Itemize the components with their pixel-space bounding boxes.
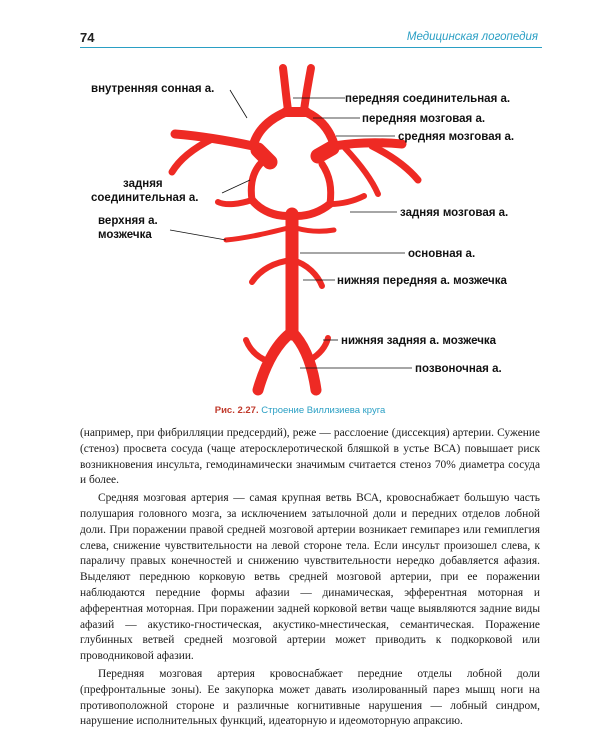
- running-head: Медицинская логопедия: [406, 31, 538, 43]
- body-text: [80, 426, 540, 730]
- label-superior-cerebellar-2: мозжечка: [98, 229, 152, 241]
- left-pca-branch: [218, 200, 252, 204]
- left-superior-cerebellar-artery: [226, 228, 288, 240]
- left-posterior-inferior-cerebellar-artery: [246, 340, 270, 362]
- left-aca-a1: [253, 112, 286, 146]
- paragraph-1: (например, при фибрилляции предсердий), реже — расслоение (диссекция) артерии. Сужение (стеноз) просвета сосуда (чаще атеросклеротической бляшкой в устье ВСА) повышает риск возникновения инсульта, гемодинамически значимым считается стеноз 70% диаметра сосуда и более.: [80, 427, 540, 487]
- paragraph-2: Средняя мозговая артерия — самая крупная ветвь ВСА, кровоснабжает большую часть полушария головного мозга, за исключением затылочной доли и передних отделов лобной доли. При поражении правой средней мозговой артерии возникает гемипарез или гемиплегия слева, снижение чувствительности на левой стороне тела. Если инсульт произошел слева, к параличу правых конечностей и снижению чувствительности нередко добавляется афазия. Выделяют переднюю корковую ветвь средней мозговой артерии, при ее поражении наблюдаются передние формы афазии — динамическая, эфферентная моторная и афферентная моторная. При поражении задней корковой ветви чаще выявляются задние виды афазий — акустико-гностическая, акустико-мнестическая, семантическая. Поражение глубинных ветвей средней мозговой артерии может приводить к подкорковой или проводниковой афазии.: [80, 492, 540, 663]
- label-internal-carotid: внутренняя сонная а.: [91, 83, 215, 95]
- label-posterior-communicating-1: задняя: [123, 178, 163, 190]
- left-posterior-cerebral-artery: [252, 200, 287, 216]
- figure-caption: [0, 405, 600, 416]
- right-superior-cerebellar-artery: [296, 228, 334, 231]
- right-anterior-cerebral-artery: [304, 68, 311, 110]
- right-internal-carotid-stump: [318, 148, 332, 156]
- right-posterior-inferior-cerebellar-artery: [310, 338, 328, 360]
- right-mca-branch-2: [345, 148, 378, 194]
- label-posterior-cerebral: задняя мозговая а.: [400, 207, 509, 219]
- left-mca-branch: [172, 139, 212, 172]
- paragraph-3: Передняя мозговая артерия кровоснабжает передние отделы лобной доли (префронтальные зоны). Ее закупорка может давать изолированный парез мышц ноги на противоположной стороне и различные когнитивные нарушения — лобный синдром, нарушение исполнительных функций, идеаторную и идеомоторную апраксию.: [80, 667, 540, 728]
- figure-caption-label: Рис. 2.27.: [214, 405, 259, 416]
- right-posterior-communicating-artery: [322, 164, 331, 204]
- page-number: 74: [80, 30, 95, 45]
- label-posterior-inferior-cerebellar: нижняя задняя а. мозжечка: [341, 335, 497, 347]
- label-basilar: основная а.: [408, 248, 476, 260]
- label-anterior-cerebral: передняя мозговая а.: [362, 113, 486, 125]
- right-aca-a1: [306, 112, 334, 144]
- right-pca-branch: [330, 196, 364, 204]
- figure-caption-title: Строение Виллизиева круга: [261, 405, 386, 416]
- label-superior-cerebellar-1: верхняя а.: [98, 215, 158, 227]
- label-vertebral: позвоночная а.: [415, 363, 502, 375]
- right-mca-branch: [372, 146, 418, 180]
- label-anterior-communicating: передняя соединительная а.: [345, 93, 511, 105]
- left-anterior-cerebral-artery: [283, 68, 288, 110]
- label-anterior-inferior-cerebellar: нижняя передняя а. мозжечка: [337, 275, 507, 287]
- left-posterior-communicating-artery: [251, 162, 262, 200]
- right-posterior-cerebral-artery: [297, 204, 330, 216]
- label-posterior-communicating-2: соединительная а.: [91, 192, 199, 204]
- label-middle-cerebral: средняя мозговая а.: [398, 131, 515, 143]
